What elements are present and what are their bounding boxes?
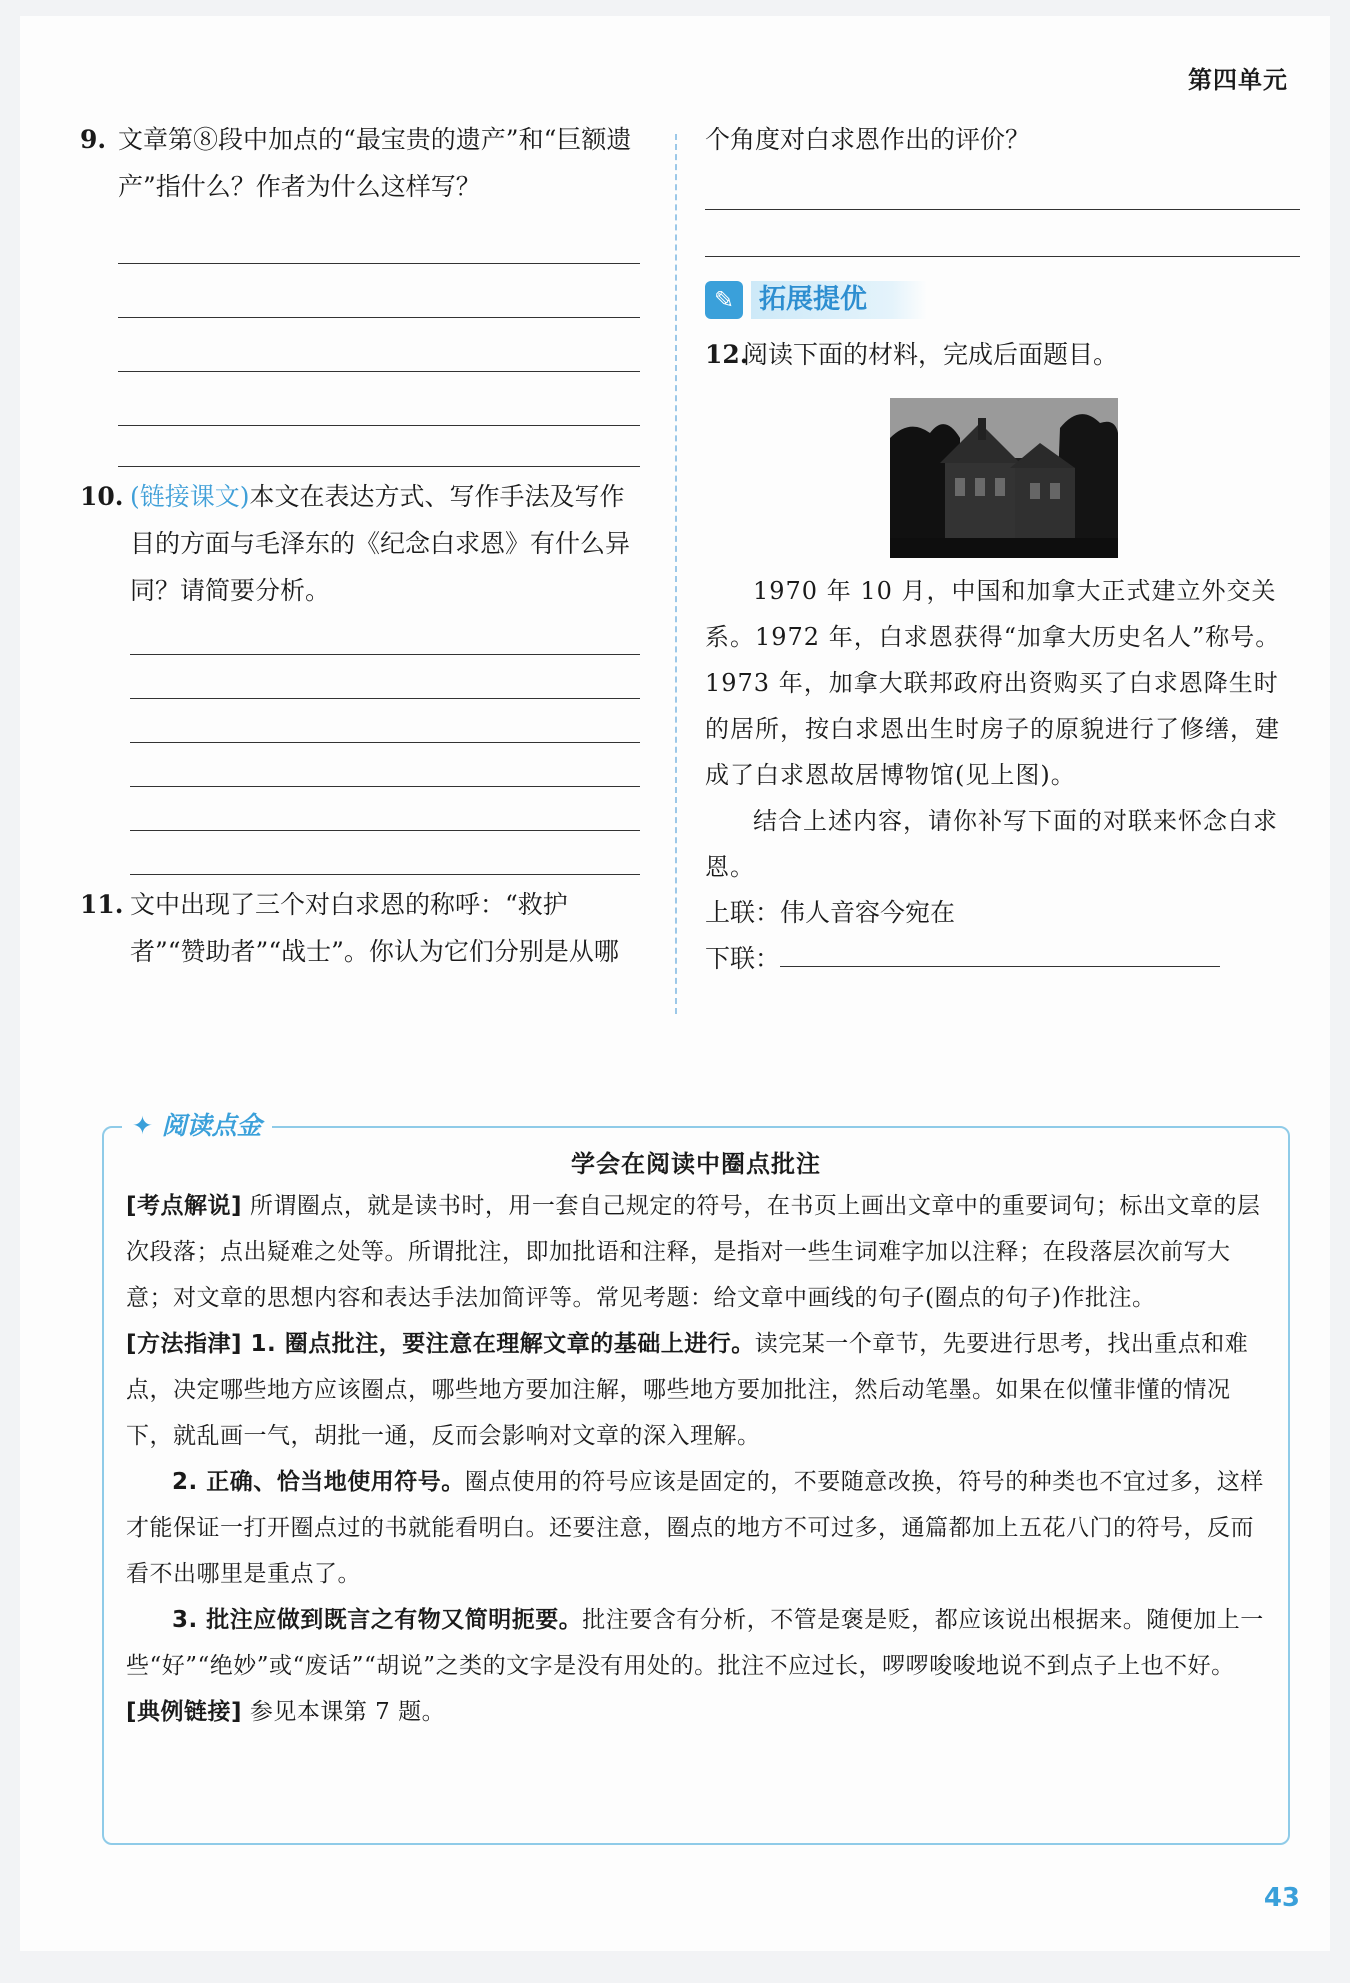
workbook-page — [20, 16, 1330, 1951]
page-number: 43 — [1263, 1883, 1300, 1913]
question-text: 文中出现了三个对白求恩的称呼：“救护者”“赞助者”“战士”。你认为它们分别是从哪 — [130, 890, 619, 966]
answer-line[interactable] — [118, 426, 640, 467]
tip-paragraph-5: [典例链接] 参见本课第 7 题。 — [126, 1699, 446, 1725]
answer-lines-9[interactable] — [118, 210, 640, 467]
tip-paragraph-1: [考点解说] 所谓圈点，就是读书时，用一套自己规定的符号，在书页上画出文章中的重要词句；标出文章的层次段落；点出疑难之处等。所谓批注，即加批语和注释，是指对一些生词难字加以注释；在段落层次前写大意；对文章的思想内容和表达手法加简评等。常见考题：给文章中画线的句子(圈点的句子)作批注。 — [126, 1193, 1261, 1311]
tip-label: [典例链接] — [126, 1699, 243, 1725]
answer-line[interactable] — [705, 163, 1300, 210]
answer-line[interactable] — [130, 614, 640, 655]
right-column — [705, 116, 1300, 982]
answer-line[interactable] — [130, 655, 640, 699]
material-paragraph: 1970 年 10 月，中国和加拿大正式建立外交关系。1972 年，白求恩获得“加拿大历史名人”称号。1973 年，加拿大联邦政府出资购买了白求恩降生时的居所，按白求恩出生时房子的原貌进行了修缮，建成了白求恩故居博物馆(见上图)。 — [705, 577, 1281, 789]
tip-label: [方法指津] — [126, 1331, 243, 1357]
box-tag: ✦ 阅读点金 — [122, 1106, 272, 1142]
column-divider — [675, 134, 677, 1014]
answer-line[interactable] — [118, 210, 640, 264]
tip-label: [考点解说] — [126, 1193, 243, 1219]
question-10 — [80, 473, 640, 614]
question-11 — [80, 881, 640, 975]
reading-material — [705, 568, 1300, 890]
box-tag-label: 阅读点金 — [161, 1111, 262, 1140]
answer-line[interactable] — [118, 372, 640, 426]
answer-line[interactable] — [130, 787, 640, 831]
question-number: 11. — [80, 890, 124, 919]
question-number: 12. — [705, 340, 749, 369]
question-text: 阅读下面的材料，完成后面题目。 — [743, 340, 1119, 369]
answer-line[interactable] — [130, 743, 640, 787]
bethune-house-photo — [890, 398, 1118, 558]
house-photo-image — [890, 398, 1118, 558]
question-number: 10. — [80, 482, 124, 511]
question-text: 文章第⑧段中加点的“最宝贵的遗产”和“巨额遗产”指什么？作者为什么这样写？ — [118, 125, 632, 201]
answer-line[interactable] — [130, 699, 640, 743]
lower-label: 下联： — [705, 944, 781, 973]
question-11-continued: 个角度对白求恩作出的评价？ — [705, 125, 1031, 154]
answer-line[interactable] — [130, 831, 640, 875]
section-title: 拓展提优 — [751, 281, 927, 319]
reading-tips-box — [102, 1111, 1290, 1845]
answer-line[interactable] — [118, 264, 640, 318]
pen-icon: ✎ — [705, 281, 743, 319]
unit-header: 第四单元 — [1188, 66, 1288, 94]
left-column — [80, 116, 640, 975]
box-title: 学会在阅读中圈点批注 — [571, 1150, 821, 1178]
question-text: 本文在表达方式、写作手法及写作目的方面与毛泽东的《纪念白求恩》有什么异同？请简要分析。 — [130, 482, 631, 605]
answer-line[interactable] — [118, 318, 640, 372]
section-header-tuozhan — [705, 277, 1300, 323]
couplet-upper: 上联：伟人音容今宛在 — [705, 898, 956, 927]
couplet-lower — [705, 936, 1300, 982]
question-9 — [80, 116, 640, 210]
tip-paragraph-4: 3. 批注应做到既言之有物又简明扼要。批注要含有分析，不管是褒是贬，都应该说出根据来。随便加上一些“好”“绝妙”或“废话”“胡说”之类的文字是没有用处的。批注不应过长，啰啰唆唆地说不到点子上也不好。 — [126, 1607, 1264, 1679]
link-tag: (链接课文) — [130, 482, 250, 511]
tip-paragraph-3: 2. 正确、恰当地使用符号。圈点使用的符号应该是固定的，不要随意改换，符号的种类也不宜过多，这样才能保证一打开圈点过的书就能看明白。还要注意，圈点的地方不可过多，通篇都加上五花八门的符号，反而看不出哪里是重点了。 — [126, 1469, 1264, 1587]
box-body — [104, 1183, 1288, 1735]
answer-line[interactable] — [705, 210, 1300, 257]
question-12 — [705, 331, 1300, 378]
question-number: 9. — [80, 125, 107, 154]
couplet-answer-blank[interactable] — [780, 938, 1220, 967]
answer-lines-10[interactable] — [130, 614, 640, 875]
tip-paragraph-2: [方法指津] 1. 圈点批注，要注意在理解文章的基础上进行。读完某一个章节，先要进行思考，找出重点和难点，决定哪些地方应该圈点，哪些地方要加注解，哪些地方要加批注，然后动笔墨。如果在似懂非懂的情况下，就乱画一气，胡批一通，反而会影响对文章的深入理解。 — [126, 1331, 1249, 1449]
material-prompt: 结合上述内容，请你补写下面的对联来怀念白求恩。 — [705, 807, 1278, 881]
